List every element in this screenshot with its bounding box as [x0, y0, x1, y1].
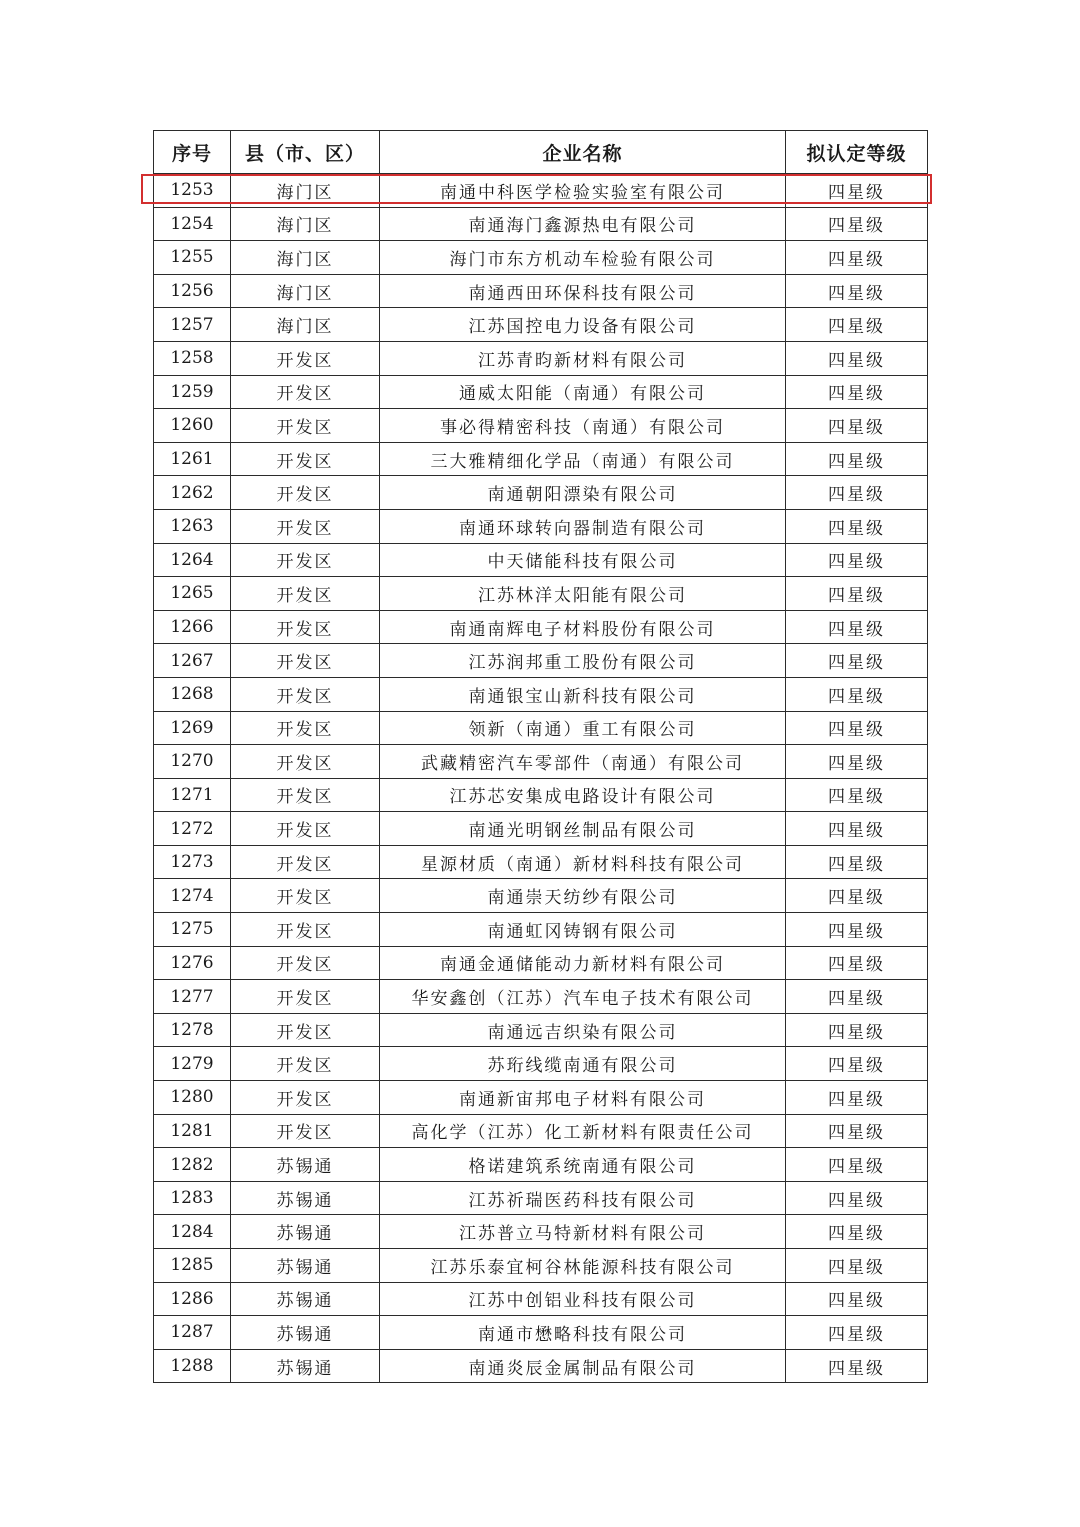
rating-cell: 四星级: [786, 1349, 928, 1383]
company-name-cell: 南通虹冈铸钢有限公司: [380, 913, 786, 947]
company-name-cell: 南通环球转向器制造有限公司: [380, 509, 786, 543]
header-proposed-rating: 拟认定等级: [786, 131, 928, 174]
serial-number-cell: 1271: [154, 778, 231, 812]
rating-cell: 四星级: [786, 308, 928, 342]
company-name-cell: 高化学（江苏）化工新材料有限责任公司: [380, 1114, 786, 1148]
serial-number-cell: 1277: [154, 980, 231, 1014]
rating-cell: 四星级: [786, 274, 928, 308]
district-cell: 开发区: [231, 341, 380, 375]
serial-number-cell: 1283: [154, 1181, 231, 1215]
table-row: [154, 1282, 928, 1316]
table-row: [154, 778, 928, 812]
company-name-cell: 武藏精密汽车零部件（南通）有限公司: [380, 745, 786, 779]
district-cell: 开发区: [231, 543, 380, 577]
company-name-cell: 事必得精密科技（南通）有限公司: [380, 409, 786, 443]
serial-number-cell: 1284: [154, 1215, 231, 1249]
rating-cell: 四星级: [786, 174, 928, 208]
table-row: [154, 1316, 928, 1350]
table-row: [154, 1013, 928, 1047]
table-row: [154, 207, 928, 241]
company-name-cell: 南通中科医学检验实验室有限公司: [380, 174, 786, 208]
district-cell: 苏锡通: [231, 1316, 380, 1350]
district-cell: 苏锡通: [231, 1215, 380, 1249]
table-header-row: [154, 131, 928, 174]
table-row: [154, 913, 928, 947]
rating-cell: 四星级: [786, 543, 928, 577]
table-row: [154, 476, 928, 510]
district-cell: 开发区: [231, 644, 380, 678]
company-name-cell: 江苏润邦重工股份有限公司: [380, 644, 786, 678]
header-serial-number: 序号: [154, 131, 231, 174]
district-cell: 开发区: [231, 1047, 380, 1081]
company-name-cell: 江苏青昀新材料有限公司: [380, 341, 786, 375]
company-name-cell: 海门市东方机动车检验有限公司: [380, 241, 786, 275]
serial-number-cell: 1264: [154, 543, 231, 577]
header-county-district: 县（市、区）: [231, 131, 380, 174]
company-name-cell: 星源材质（南通）新材料科技有限公司: [380, 845, 786, 879]
rating-cell: 四星级: [786, 644, 928, 678]
table-row: [154, 1047, 928, 1081]
company-name-cell: 南通西田环保科技有限公司: [380, 274, 786, 308]
serial-number-cell: 1287: [154, 1316, 231, 1350]
rating-cell: 四星级: [786, 1013, 928, 1047]
serial-number-cell: 1274: [154, 879, 231, 913]
rating-cell: 四星级: [786, 812, 928, 846]
table-row: [154, 812, 928, 846]
table-row: [154, 677, 928, 711]
rating-cell: 四星级: [786, 577, 928, 611]
company-name-cell: 江苏国控电力设备有限公司: [380, 308, 786, 342]
district-cell: 海门区: [231, 274, 380, 308]
district-cell: 苏锡通: [231, 1282, 380, 1316]
company-name-cell: 江苏祈瑞医药科技有限公司: [380, 1181, 786, 1215]
table-row: [154, 341, 928, 375]
company-name-cell: 通威太阳能（南通）有限公司: [380, 375, 786, 409]
table-row: [154, 1181, 928, 1215]
rating-cell: 四星级: [786, 442, 928, 476]
district-cell: 苏锡通: [231, 1148, 380, 1182]
district-cell: 开发区: [231, 745, 380, 779]
company-name-cell: 南通远吉织染有限公司: [380, 1013, 786, 1047]
company-name-cell: 江苏乐泰宜柯谷林能源科技有限公司: [380, 1249, 786, 1283]
rating-cell: 四星级: [786, 207, 928, 241]
district-cell: 开发区: [231, 375, 380, 409]
company-name-cell: 南通金通储能动力新材料有限公司: [380, 946, 786, 980]
serial-number-cell: 1257: [154, 308, 231, 342]
table-row: [154, 241, 928, 275]
rating-cell: 四星级: [786, 1249, 928, 1283]
table-row: [154, 1081, 928, 1115]
rating-cell: 四星级: [786, 745, 928, 779]
serial-number-cell: 1270: [154, 745, 231, 779]
district-cell: 海门区: [231, 207, 380, 241]
rating-cell: 四星级: [786, 409, 928, 443]
enterprise-rating-table: [153, 130, 928, 1383]
serial-number-cell: 1269: [154, 711, 231, 745]
district-cell: 海门区: [231, 308, 380, 342]
rating-cell: 四星级: [786, 980, 928, 1014]
rating-cell: 四星级: [786, 845, 928, 879]
serial-number-cell: 1286: [154, 1282, 231, 1316]
table-row: [154, 1349, 928, 1383]
serial-number-cell: 1272: [154, 812, 231, 846]
serial-number-cell: 1285: [154, 1249, 231, 1283]
district-cell: 苏锡通: [231, 1249, 380, 1283]
rating-cell: 四星级: [786, 509, 928, 543]
serial-number-cell: 1281: [154, 1114, 231, 1148]
serial-number-cell: 1254: [154, 207, 231, 241]
serial-number-cell: 1275: [154, 913, 231, 947]
rating-cell: 四星级: [786, 711, 928, 745]
district-cell: 开发区: [231, 442, 380, 476]
table-row: [154, 577, 928, 611]
district-cell: 苏锡通: [231, 1181, 380, 1215]
company-name-cell: 江苏普立马特新材料有限公司: [380, 1215, 786, 1249]
district-cell: 开发区: [231, 1013, 380, 1047]
serial-number-cell: 1280: [154, 1081, 231, 1115]
company-name-cell: 华安鑫创（江苏）汽车电子技术有限公司: [380, 980, 786, 1014]
company-name-cell: 江苏中创铝业科技有限公司: [380, 1282, 786, 1316]
district-cell: 开发区: [231, 1081, 380, 1115]
rating-cell: 四星级: [786, 1047, 928, 1081]
serial-number-cell: 1282: [154, 1148, 231, 1182]
serial-number-cell: 1288: [154, 1349, 231, 1383]
table-row: [154, 1114, 928, 1148]
rating-cell: 四星级: [786, 1148, 928, 1182]
rating-cell: 四星级: [786, 778, 928, 812]
company-name-cell: 三大雅精细化学品（南通）有限公司: [380, 442, 786, 476]
company-name-cell: 南通南辉电子材料股份有限公司: [380, 610, 786, 644]
rating-cell: 四星级: [786, 476, 928, 510]
table-row: [154, 308, 928, 342]
serial-number-cell: 1263: [154, 509, 231, 543]
serial-number-cell: 1276: [154, 946, 231, 980]
company-name-cell: 南通市懋略科技有限公司: [380, 1316, 786, 1350]
serial-number-cell: 1258: [154, 341, 231, 375]
table-row: [154, 644, 928, 678]
serial-number-cell: 1267: [154, 644, 231, 678]
district-cell: 开发区: [231, 946, 380, 980]
table-row: [154, 509, 928, 543]
serial-number-cell: 1266: [154, 610, 231, 644]
district-cell: 开发区: [231, 778, 380, 812]
district-cell: 开发区: [231, 980, 380, 1014]
company-name-cell: 南通银宝山新科技有限公司: [380, 677, 786, 711]
table-body: [154, 174, 928, 1383]
header-company-name: 企业名称: [380, 131, 786, 174]
company-name-cell: 格诺建筑系统南通有限公司: [380, 1148, 786, 1182]
district-cell: 开发区: [231, 610, 380, 644]
rating-cell: 四星级: [786, 879, 928, 913]
rating-cell: 四星级: [786, 946, 928, 980]
serial-number-cell: 1279: [154, 1047, 231, 1081]
table-row: [154, 1215, 928, 1249]
company-name-cell: 江苏芯安集成电路设计有限公司: [380, 778, 786, 812]
rating-cell: 四星级: [786, 1215, 928, 1249]
table-row: [154, 174, 928, 208]
table-row: [154, 610, 928, 644]
serial-number-cell: 1273: [154, 845, 231, 879]
district-cell: 苏锡通: [231, 1349, 380, 1383]
company-name-cell: 领新（南通）重工有限公司: [380, 711, 786, 745]
company-name-cell: 江苏林洋太阳能有限公司: [380, 577, 786, 611]
table-row: [154, 1148, 928, 1182]
company-name-cell: 南通炎辰金属制品有限公司: [380, 1349, 786, 1383]
serial-number-cell: 1260: [154, 409, 231, 443]
table-row: [154, 409, 928, 443]
district-cell: 开发区: [231, 812, 380, 846]
rating-cell: 四星级: [786, 341, 928, 375]
district-cell: 开发区: [231, 509, 380, 543]
district-cell: 开发区: [231, 913, 380, 947]
company-name-cell: 南通海门鑫源热电有限公司: [380, 207, 786, 241]
table-row: [154, 711, 928, 745]
table-row: [154, 879, 928, 913]
rating-cell: 四星级: [786, 375, 928, 409]
district-cell: 海门区: [231, 174, 380, 208]
serial-number-cell: 1253: [154, 174, 231, 208]
district-cell: 开发区: [231, 409, 380, 443]
rating-cell: 四星级: [786, 1181, 928, 1215]
rating-cell: 四星级: [786, 241, 928, 275]
table-row: [154, 1249, 928, 1283]
table-row: [154, 845, 928, 879]
company-name-cell: 南通朝阳漂染有限公司: [380, 476, 786, 510]
company-name-cell: 南通光明钢丝制品有限公司: [380, 812, 786, 846]
serial-number-cell: 1261: [154, 442, 231, 476]
district-cell: 海门区: [231, 241, 380, 275]
company-name-cell: 中天储能科技有限公司: [380, 543, 786, 577]
serial-number-cell: 1259: [154, 375, 231, 409]
rating-cell: 四星级: [786, 1114, 928, 1148]
rating-cell: 四星级: [786, 1282, 928, 1316]
rating-cell: 四星级: [786, 677, 928, 711]
serial-number-cell: 1255: [154, 241, 231, 275]
district-cell: 开发区: [231, 711, 380, 745]
rating-cell: 四星级: [786, 1316, 928, 1350]
district-cell: 开发区: [231, 577, 380, 611]
serial-number-cell: 1278: [154, 1013, 231, 1047]
serial-number-cell: 1262: [154, 476, 231, 510]
company-name-cell: 苏珩线缆南通有限公司: [380, 1047, 786, 1081]
table-row: [154, 745, 928, 779]
district-cell: 开发区: [231, 1114, 380, 1148]
company-name-cell: 南通崇天纺纱有限公司: [380, 879, 786, 913]
company-name-cell: 南通新宙邦电子材料有限公司: [380, 1081, 786, 1115]
district-cell: 开发区: [231, 476, 380, 510]
rating-cell: 四星级: [786, 913, 928, 947]
serial-number-cell: 1256: [154, 274, 231, 308]
serial-number-cell: 1265: [154, 577, 231, 611]
table-row: [154, 980, 928, 1014]
table-row: [154, 442, 928, 476]
district-cell: 开发区: [231, 845, 380, 879]
district-cell: 开发区: [231, 879, 380, 913]
table-row: [154, 274, 928, 308]
district-cell: 开发区: [231, 677, 380, 711]
serial-number-cell: 1268: [154, 677, 231, 711]
rating-cell: 四星级: [786, 1081, 928, 1115]
rating-cell: 四星级: [786, 610, 928, 644]
table-row: [154, 946, 928, 980]
table-row: [154, 543, 928, 577]
table-row: [154, 375, 928, 409]
